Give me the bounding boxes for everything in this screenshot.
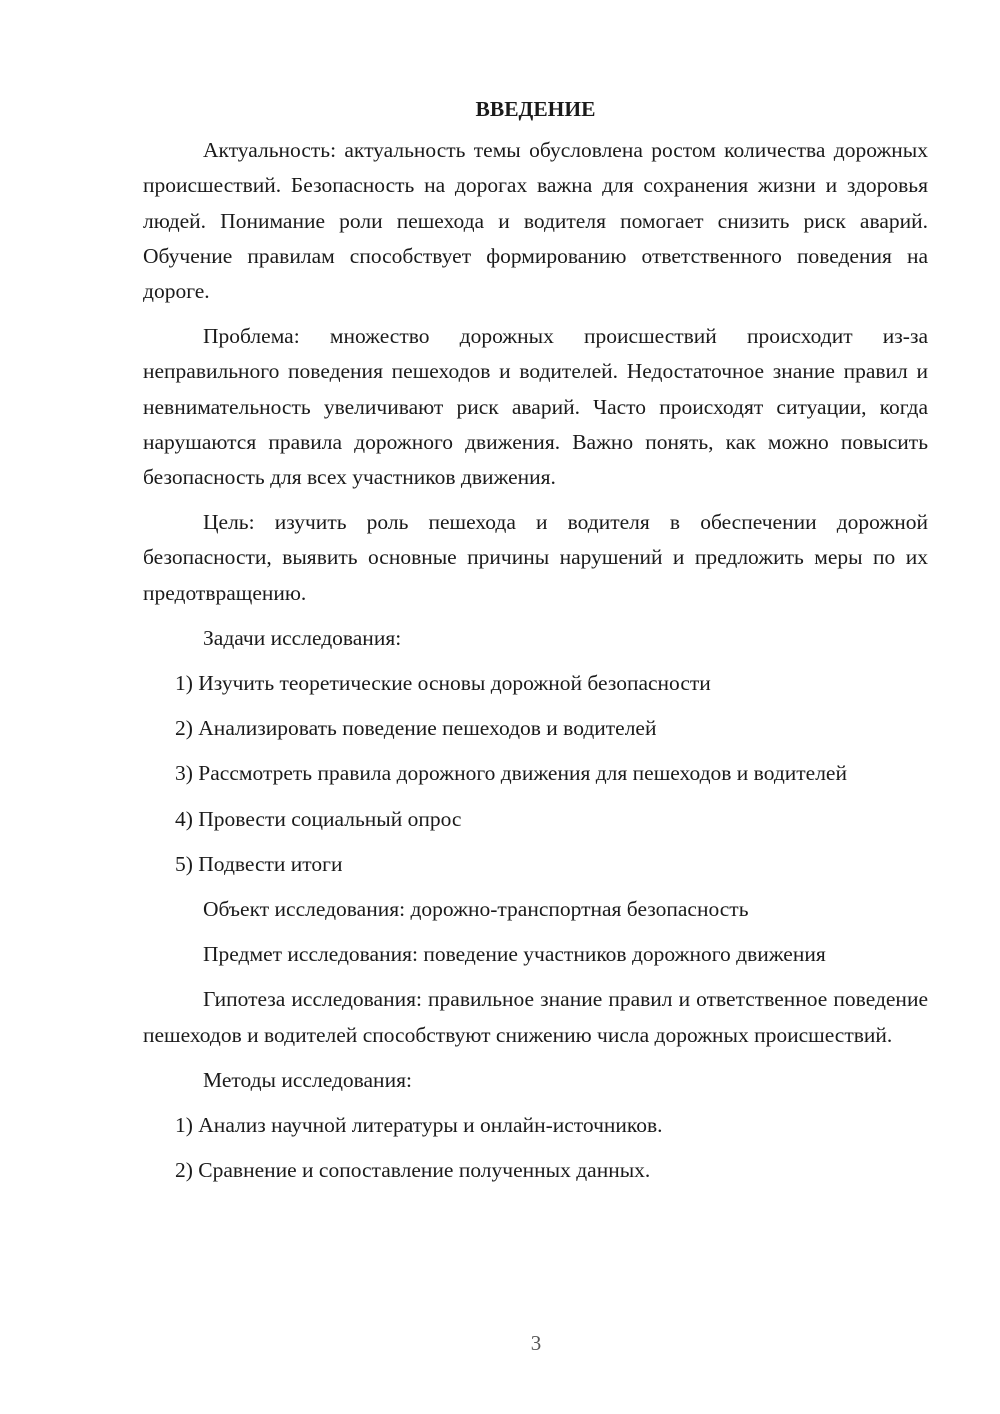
problem-paragraph: Проблема: множество дорожных происшествий происходит из-за неправильного поведения пешеходов и водителей. Недостаточное знание правил и невнимательность увеличивают риск аварий. Часто происходят ситуации, когда нарушаются правила дорожного движения. Важно понять, как можно повысить безопасность для всех участников движения.: [143, 324, 928, 490]
task-item-2: 2) Анализировать поведение пешеходов и водителей: [175, 716, 657, 741]
method-item-2: 2) Сравнение и сопоставление полученных данных.: [175, 1158, 651, 1183]
method-item-1: 1) Анализ научной литературы и онлайн-источников.: [175, 1113, 663, 1138]
page-content: [143, 92, 928, 1188]
relevance-paragraph: Актуальность: актуальность темы обусловлена ростом количества дорожных происшествий. Безопасность на дорогах важна для сохранения жизни и здоровья людей. Понимание роли пешехода и водителя помогает снизить риск аварий. Обучение правилам способствует формированию ответственного поведения на дороге.: [143, 138, 928, 304]
research-object: Объект исследования: дорожно-транспортная безопасность: [203, 897, 749, 922]
page-title: ВВЕДЕНИЕ: [475, 97, 596, 121]
task-item-5: 5) Подвести итоги: [175, 851, 343, 876]
research-subject: Предмет исследования: поведение участников дорожного движения: [203, 942, 826, 967]
hypothesis-paragraph: Гипотеза исследования: правильное знание правил и ответственное поведение пешеходов и водителей способствуют снижению числа дорожных происшествий.: [143, 987, 928, 1047]
page-number: 3: [530, 1331, 542, 1355]
task-item-4: 4) Провести социальный опрос: [175, 806, 462, 831]
goal-paragraph: Цель: изучить роль пешехода и водителя в обеспечении дорожной безопасности, выявить основные причины нарушений и предложить меры по их предотвращению.: [143, 510, 928, 605]
tasks-heading: Задачи исследования:: [203, 625, 402, 650]
task-item-1: 1) Изучить теоретические основы дорожной безопасности: [175, 671, 711, 696]
task-item-3: 3) Рассмотреть правила дорожного движения для пешеходов и водителей: [175, 761, 847, 786]
methods-heading: Методы исследования:: [203, 1067, 412, 1092]
